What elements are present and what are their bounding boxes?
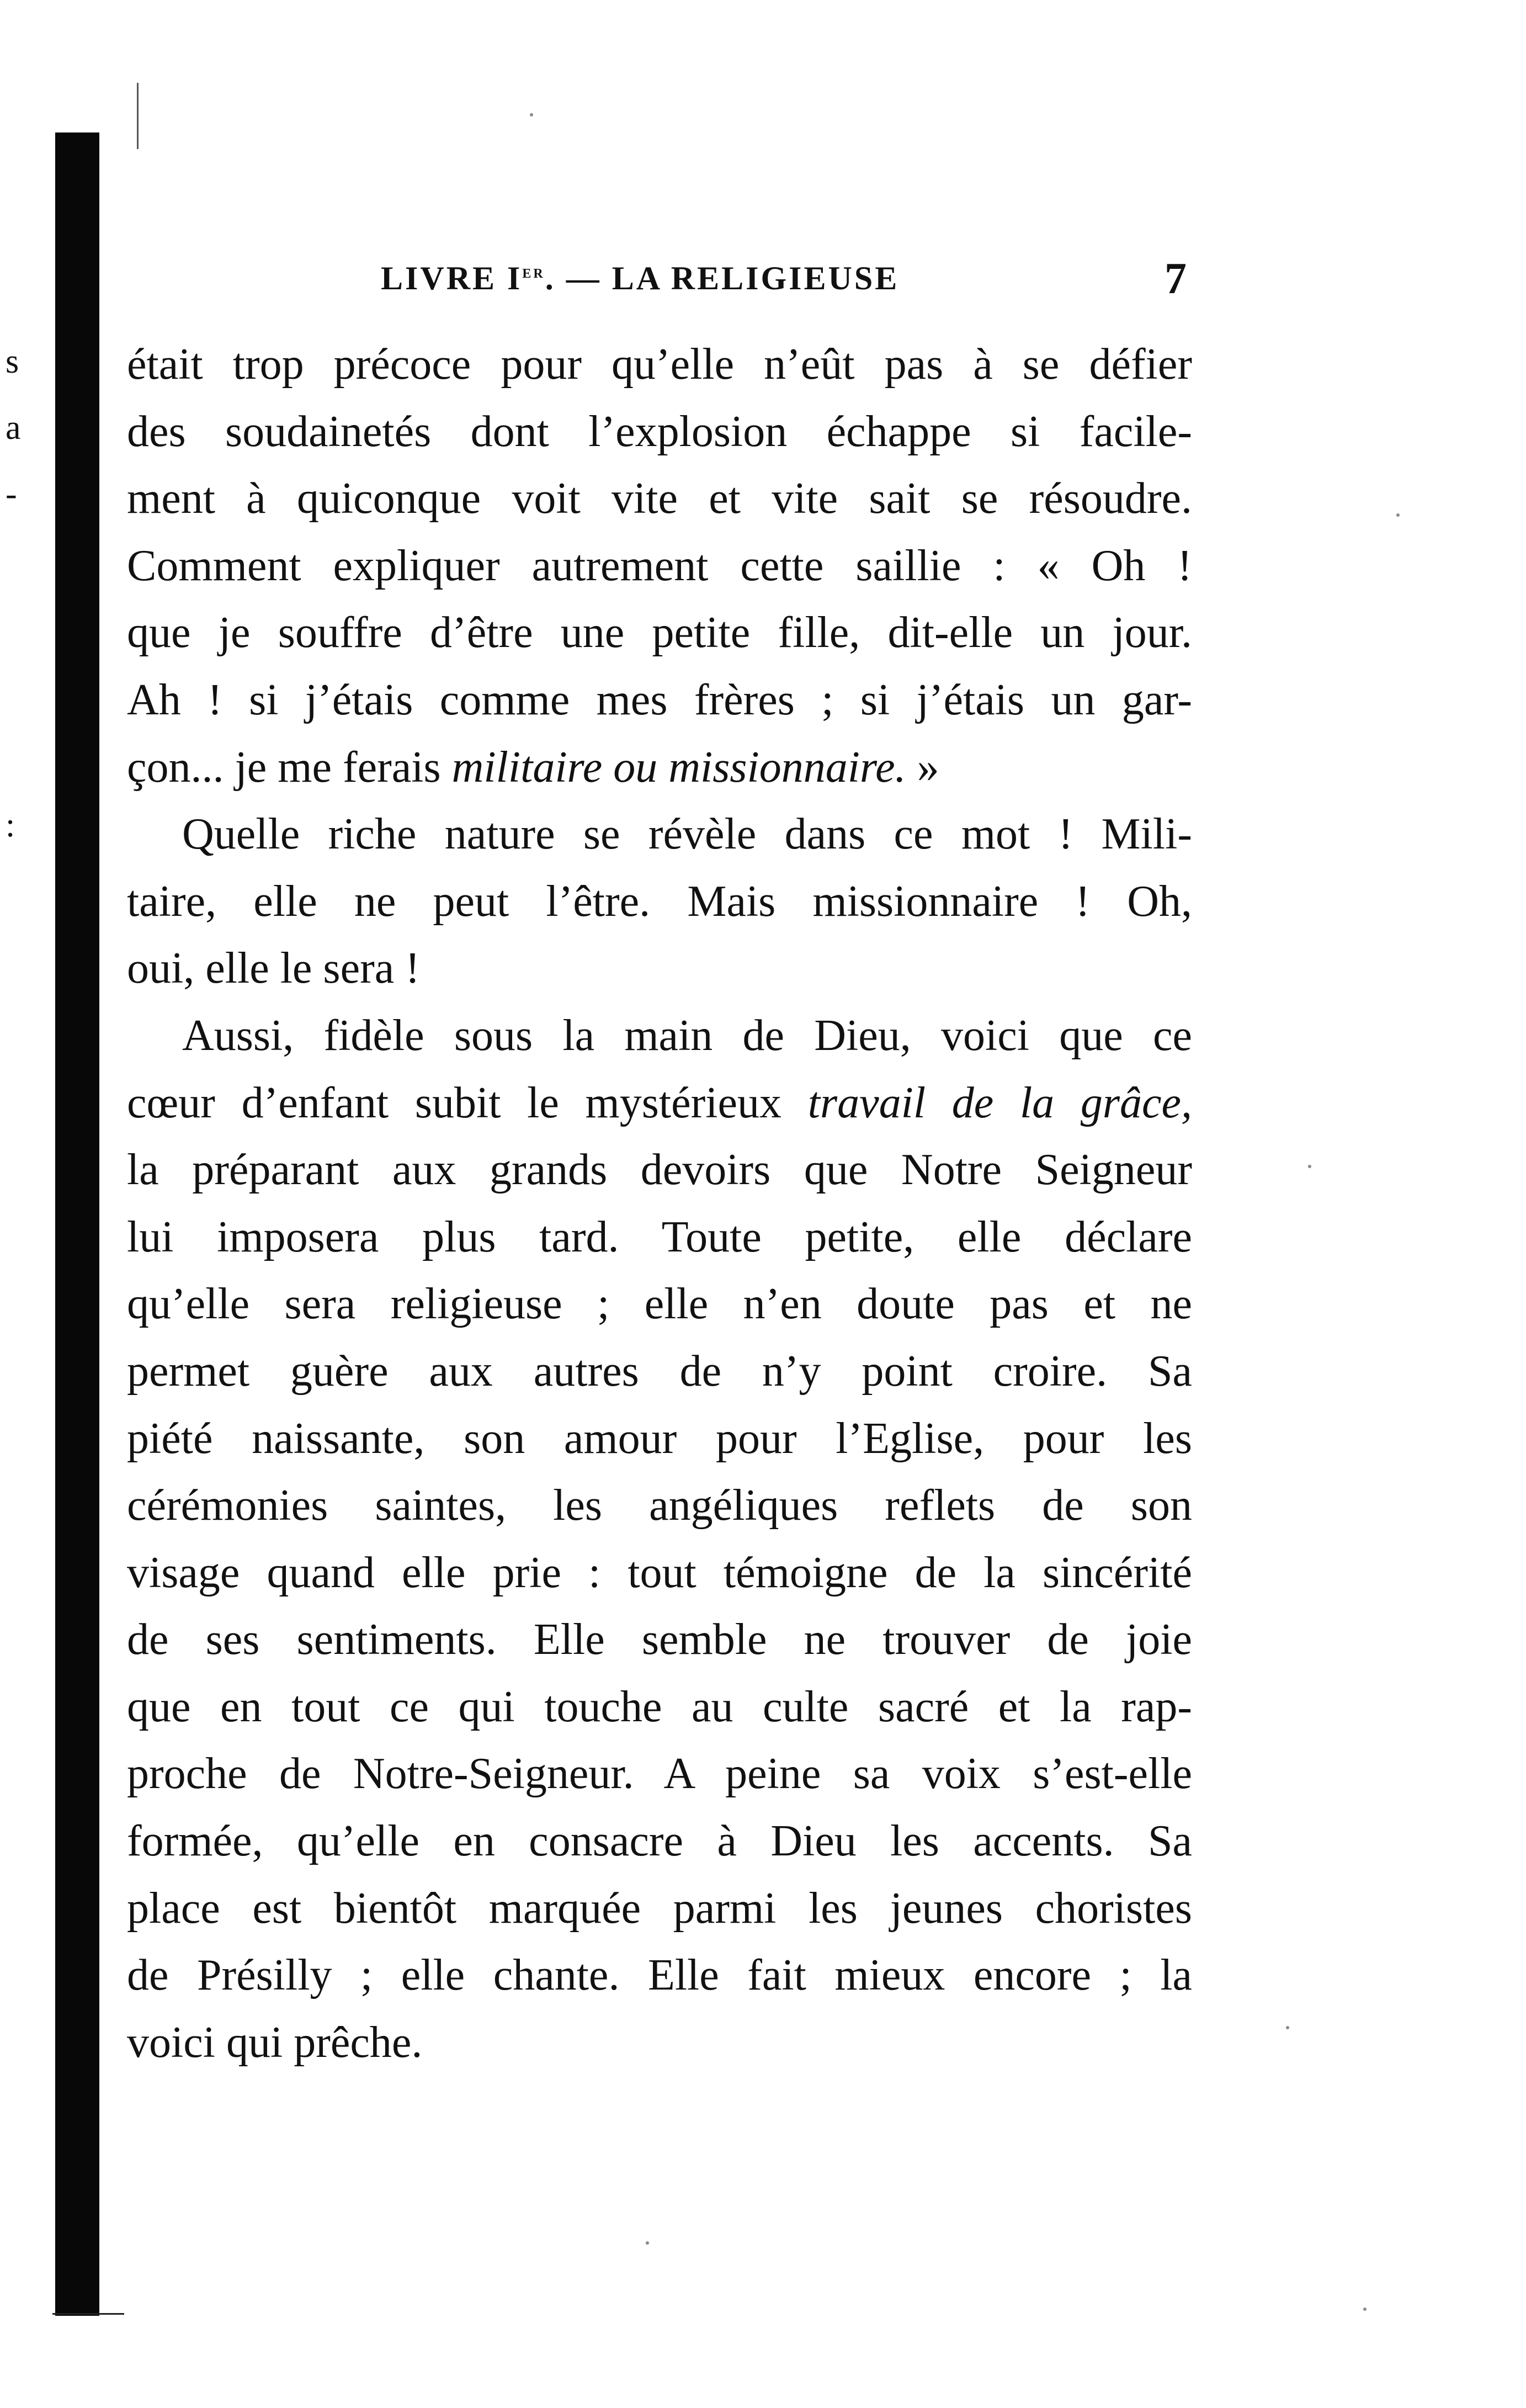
page-header xyxy=(381,254,1187,309)
text-run: lui imposera plus tard. Toute petite, elle déclare xyxy=(127,1212,1192,1261)
scan-speck xyxy=(530,113,533,116)
text-line xyxy=(127,1338,1192,1405)
running-head-book: LIVRE I xyxy=(381,260,523,296)
text-run: de Présilly ; elle chante. Elle fait mieux encore ; la xyxy=(127,1951,1192,2000)
text-run: çon... je me ferais xyxy=(127,742,452,792)
text-line xyxy=(127,465,1192,533)
text-line xyxy=(127,1741,1192,1808)
text-line xyxy=(127,1808,1192,1875)
text-run: taire, elle ne peut l’être. Mais missionnaire ! Oh, xyxy=(127,877,1192,926)
text-run: qu’elle sera religieuse ; elle n’en doute pas et ne xyxy=(127,1280,1192,1329)
margin-fragment: a xyxy=(6,409,21,447)
text-run: Ah ! si j’étais comme mes frères ; si j’étais un gar- xyxy=(127,675,1192,724)
scan-speck xyxy=(1396,513,1400,517)
text-run: cœur d’enfant subit le mystérieux xyxy=(127,1078,808,1127)
text-run: formée, qu’elle en consacre à Dieu les accents. Sa xyxy=(127,1817,1192,1866)
text-run: Quelle riche nature se révèle dans ce mot ! Mili- xyxy=(182,810,1192,859)
text-line xyxy=(127,2009,1192,2077)
text-run: Comment expliquer autrement cette saillie : « Oh ! xyxy=(127,541,1192,590)
text-run: oui, elle le sera ! xyxy=(127,944,420,993)
scan-edge-shadow xyxy=(55,132,99,2316)
text-run: des soudainetés dont l’explosion échappe si facile- xyxy=(127,407,1192,456)
text-line xyxy=(127,1472,1192,1540)
text-line xyxy=(127,1674,1192,1741)
text-run: piété naissante, son amour pour l’Eglise, pour les xyxy=(127,1414,1192,1463)
text-line xyxy=(127,1070,1192,1137)
text-line xyxy=(127,600,1192,667)
scan-speck xyxy=(1363,2308,1367,2311)
margin-fragment: - xyxy=(6,475,17,513)
scan-speck xyxy=(1308,1165,1311,1168)
text-line xyxy=(127,1606,1192,1674)
text-line xyxy=(127,1540,1192,1607)
text-line xyxy=(127,667,1192,734)
text-line xyxy=(127,1942,1192,2009)
margin-fragment: s xyxy=(6,343,19,380)
running-head-superscript: er xyxy=(522,262,545,282)
text-run: cérémonies saintes, les angéliques reflets de son xyxy=(127,1481,1192,1530)
text-line xyxy=(127,1003,1192,1070)
scan-speck xyxy=(646,2241,649,2245)
text-run: que je souffre d’être une petite fille, dit-elle un jour. xyxy=(127,608,1192,657)
italic-phrase: travail de la grâce, xyxy=(807,1078,1193,1127)
text-run: » xyxy=(906,742,939,792)
text-run: la préparant aux grands devoirs que Notre Seigneur xyxy=(127,1145,1192,1195)
text-line xyxy=(127,734,1192,802)
margin-fragment: : xyxy=(6,807,15,844)
text-run: proche de Notre-Seigneur. A peine sa voix s’est-elle xyxy=(127,1749,1192,1799)
text-run: était trop précoce pour qu’elle n’eût pas à se défier xyxy=(127,340,1192,389)
text-line xyxy=(127,1875,1192,1943)
text-line xyxy=(127,331,1192,399)
body-text xyxy=(127,331,1192,2076)
text-run: voici qui prêche. xyxy=(127,2018,423,2067)
text-line xyxy=(127,399,1192,466)
page-number: 7 xyxy=(1165,254,1187,303)
text-run: permet guère aux autres de n’y point croire. Sa xyxy=(127,1346,1192,1396)
scan-speck xyxy=(1286,2026,1289,2029)
text-line xyxy=(127,1137,1192,1204)
running-head-title: . — LA RELIGIEUSE xyxy=(545,260,900,296)
text-run: place est bientôt marquée parmi les jeunes choristes xyxy=(127,1884,1192,1933)
text-run: que en tout ce qui touche au culte sacré et la rap- xyxy=(127,1682,1192,1731)
text-line xyxy=(127,1405,1192,1473)
scan-artifact-line xyxy=(52,2313,124,2315)
text-line xyxy=(127,533,1192,600)
text-line xyxy=(127,801,1192,868)
text-line xyxy=(127,935,1192,1003)
text-line xyxy=(127,1204,1192,1271)
running-head xyxy=(381,259,899,298)
text-line xyxy=(127,868,1192,936)
text-run: ment à quiconque voit vite et vite sait se résoudre. xyxy=(127,474,1192,523)
text-line xyxy=(127,1271,1192,1338)
text-run: visage quand elle prie : tout témoigne de la sincérité xyxy=(127,1548,1192,1597)
italic-phrase: militaire ou missionnaire. xyxy=(451,742,906,792)
scan-artifact-line xyxy=(137,83,139,149)
text-run: Aussi, fidèle sous la main de Dieu, voici que ce xyxy=(182,1011,1192,1060)
text-run: de ses sentiments. Elle semble ne trouver de joie xyxy=(127,1615,1192,1664)
